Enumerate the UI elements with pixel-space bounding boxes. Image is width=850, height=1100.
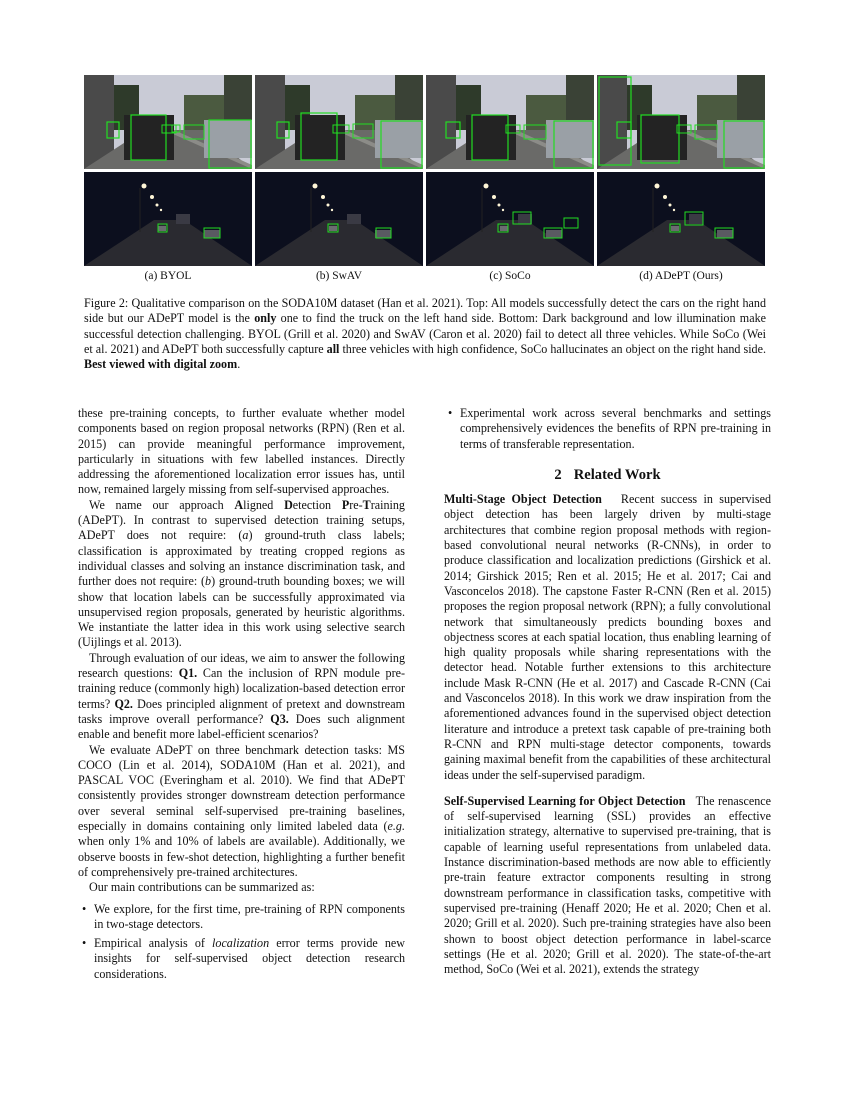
text-run: Does principled alignment of pretext and downstream tasks improve overall performance? bbox=[78, 696, 405, 726]
text-run: We name our approach bbox=[89, 497, 235, 512]
caption-text: . bbox=[237, 357, 241, 372]
contributions-list bbox=[78, 902, 405, 982]
night-image-soco bbox=[426, 172, 594, 266]
subcaption-adept: (d) ADePT (Ours) bbox=[639, 270, 723, 282]
emphasis: localization bbox=[212, 936, 270, 951]
caption-emphasis: all bbox=[326, 341, 340, 356]
text-run: when only 1% and 10% of labels are available). Additionally, we observe boosts in few-shot detection, highlighting a further benefit of comprehensively pre-trained architectures. bbox=[78, 834, 405, 879]
list-item: • We explore, for the first time, pre-training of RPN components in two-stage detectors. bbox=[78, 902, 405, 933]
text-run: ligned bbox=[243, 497, 285, 512]
paragraph: Our main contributions can be summarized as: bbox=[89, 880, 315, 895]
figure-caption bbox=[84, 296, 766, 372]
question-label: Q1. bbox=[178, 666, 198, 681]
emphasis: e.g. bbox=[387, 819, 405, 834]
text-run: ) ground-truth class labels; classification is approximated by treating cropped regions as individual classes and solving an instance discrimination task, and further does not require: ( bbox=[78, 528, 405, 589]
text-run: (ADePT). In contrast to supervised detection training setups, ADePT does not require: ( bbox=[78, 513, 405, 543]
paragraph-heading: Multi-Stage Object Detection bbox=[444, 492, 602, 507]
text-run: etection bbox=[292, 497, 342, 512]
subcaption-swav: (b) SwAV bbox=[315, 270, 363, 282]
left-column bbox=[78, 406, 405, 986]
caption-text: Qualitative comparison on the SODA10M dataset (Han et al. 2021). Top: All models successfully detect the cars on the right hand side but our ADePT model is the bbox=[84, 296, 766, 326]
figure-2 bbox=[84, 75, 766, 282]
night-scene bbox=[255, 172, 423, 266]
day-image-byol bbox=[84, 75, 252, 169]
day-image-adept bbox=[597, 75, 765, 169]
day-scene bbox=[255, 75, 423, 169]
day-image-soco bbox=[426, 75, 594, 169]
day-scene bbox=[84, 75, 252, 169]
paragraph-heading: Self-Supervised Learning for Object Detection bbox=[444, 793, 686, 808]
question-label: Q3. bbox=[270, 711, 289, 726]
list-item: • Experimental work across several benchmarks and settings comprehensively evidences the benefits of RPN pre-training in terms of transferable representation. bbox=[444, 406, 771, 452]
caption-text: one to find the truck on the left hand side. Bottom: Dark background and low illumination make successful detection challenging. BYOL (Grill et al. 2020) and SwAV (Caron et al. 2020) fail to detect all three vehicles. While SoCo (Wei et al. 2021) and ADePT both successfully capture bbox=[84, 311, 766, 356]
paragraph bbox=[78, 498, 405, 651]
question-label: Q2. bbox=[114, 696, 133, 711]
acronym-letter: D bbox=[284, 497, 293, 512]
text-run: Can the inclusion of RPN module pre-training reduce (commonly high) localization-based detection error terms? bbox=[78, 666, 406, 711]
day-scene bbox=[426, 75, 594, 169]
night-image-adept bbox=[597, 172, 765, 266]
text-run: We evaluate ADePT on three benchmark detection tasks: MS COCO (Lin et al. 2014), SODA10M (Han et al. 2021), and PASCAL VOC (Everingham et al. 2010). We find that ADePT consistently provides stronger downstream detection performance over several seminal self-supervised pre-training baselines, especially in domains containing only limited labeled data ( bbox=[78, 742, 405, 834]
figure-row-day bbox=[84, 75, 766, 169]
day-image-swav bbox=[255, 75, 423, 169]
subcaption-soco: (c) SoCo bbox=[489, 270, 531, 282]
figure-row-night bbox=[84, 172, 766, 266]
text-run: Through evaluation of our ideas, we aim to answer the following research questions: bbox=[78, 650, 405, 681]
section-heading bbox=[444, 468, 771, 483]
math-var: a bbox=[242, 528, 249, 543]
text-run: The renascence of self-supervised learning (SSL) provides an effective initialization strategy, alternative to supervised pre-training, that is capable of learning useful representations from unlabeled data. Instance discrimination-based methods are now able to efficiently pre-train feature extractor components resulting in strong downstream performance in classification tasks, competitive with supervised pre-training (Henaff 2020; He et al. 2020; Chen et al. 2020; Grill et al. 2020). Such pre-training strategies have also been shown to boost object detection performance in label-scarce settings (He et al. 2020; Grill et al. 2020). The state-of-the-art method, SoCo (Wei et al. 2021), extends the strategy bbox=[444, 793, 771, 977]
caption-text: three vehicles with high confidence, SoCo hallucinates an object on the right hand side. bbox=[339, 341, 766, 356]
text-run: error terms provide new insights for self-supervised object detection research considerations. bbox=[94, 936, 405, 981]
text-run: Empirical analysis of bbox=[94, 936, 213, 951]
text-run: ) ground-truth bounding boxes; we will show that location labels can be successfully approximated via unsupervised region proposals, generated by heuristic algorithms. We instantiate the latter idea in this work using selective search (Uijlings et al. 2013). bbox=[78, 574, 405, 650]
night-scene bbox=[597, 172, 765, 266]
section-number: 2 bbox=[554, 466, 562, 483]
paragraph: these pre-training concepts, to further evaluate whether model components based on region proposal networks (RPN) (Ren et al. 2015) can provide meaningful performance improvement, particularly in situations with few labelled instances. Directly addressing the aforementioned localization error issues has, until now, remained largely missing from self-supervised approaches. bbox=[78, 406, 405, 497]
night-scene bbox=[426, 172, 594, 266]
paragraph bbox=[78, 651, 405, 743]
figure-subcaptions bbox=[84, 270, 766, 282]
caption-emphasis: Best viewed with digital zoom bbox=[84, 357, 238, 372]
text-run: re- bbox=[349, 497, 363, 512]
math-var: b bbox=[205, 574, 212, 589]
paragraph bbox=[78, 743, 405, 881]
text-run: Recent success in supervised object detection has been largely driven by multi-stage architectures that combine region proposal methods with region-based convolutional neural networks (R-CNNs), in order to produce classification and localization predictions (Girshick et al. 2014; Girshick 2015; Ren et al. 2015; He et al. 2017; Cai and Vasconcelos 2018). The capstone Faster R-CNN (Ren et al. 2015) proposes the region proposal network (RPN); a fully convolutional network that simultaneously predicts bounding boxes and objectness scores at each spatial location, thus enabling learning of high quality proposals while sharing representations with the detector head. Notable further extensions to this architecture include Mask R-CNN (He et al. 2017) and Cascade R-CNN (Cai and Vasconcelos 2018). In this work we draw inspiration from the aforementioned advances found in the supervised object detection literature and introduce a pretext task capable of pre-training both R-CNN and RPN multi-stage detector components, towards gaining maximal benefit from the capabilities of these architectural ideas under the self-supervised paradigm. bbox=[444, 492, 771, 782]
day-scene bbox=[597, 75, 765, 169]
text-run: Does such alignment enable and benefit more label-efficient scenarios? bbox=[78, 711, 405, 742]
night-image-swav bbox=[255, 172, 423, 266]
paragraph bbox=[444, 492, 771, 783]
night-scene bbox=[84, 172, 252, 266]
acronym-letter: T bbox=[362, 497, 371, 512]
night-image-byol bbox=[84, 172, 252, 266]
contributions-list-continued bbox=[444, 406, 771, 452]
caption-label: Figure 2: bbox=[84, 296, 129, 310]
section-title: Related Work bbox=[573, 466, 661, 483]
paragraph bbox=[444, 794, 771, 978]
subcaption-byol: (a) BYOL bbox=[144, 270, 192, 282]
text-run: raining bbox=[370, 497, 405, 512]
acronym-letter: P bbox=[341, 497, 350, 512]
right-column bbox=[444, 406, 771, 977]
list-item bbox=[78, 936, 405, 982]
acronym-letter: A bbox=[234, 497, 244, 512]
caption-emphasis: only bbox=[254, 311, 277, 326]
